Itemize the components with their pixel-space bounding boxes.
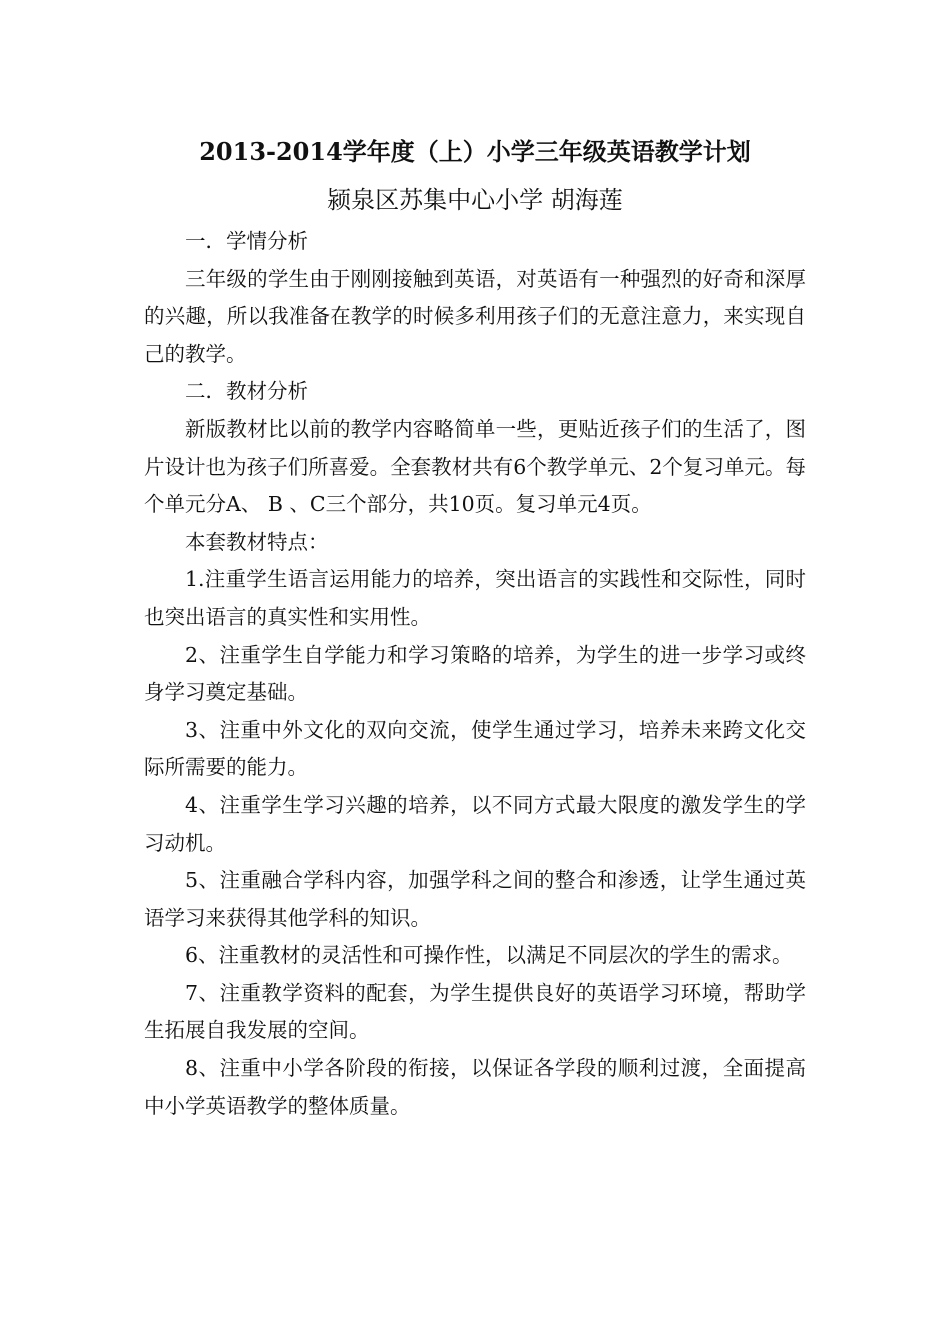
list-item-feature-5: 5、注重融合学科内容，加强学科之间的整合和渗透，让学生通过英语学习来获得其他学科的知识。 (144, 868, 806, 930)
paragraph-textbook-analysis: 新版教材比以前的教学内容略简单一些，更贴近孩子们的生活了，图片设计也为孩子们所喜爱。全套教材共有6个教学单元、2个复习单元。每个单元分A、 B 、C三个部分，共10页。复习单元4页。 (144, 416, 806, 517)
list-item-feature-8: 8、注重中小学各阶段的衔接，以保证各学段的顺利过渡，全面提高中小学英语教学的整体质量。 (144, 1056, 806, 1118)
list-item-feature-3: 3、注重中外文化的双向交流，使学生通过学习，培养未来跨文化交际所需要的能力。 (144, 717, 806, 780)
paragraph-student-analysis: 三年级的学生由于刚刚接触到英语，对英语有一种强烈的好奇和深厚的兴趣，所以我准备在教学的时候多利用孩子们的无意注意力，来实现自己的教学。 (144, 266, 806, 366)
list-item-feature-2: 2、注重学生自学能力和学习策略的培养，为学生的进一步学习或终身学习奠定基础。 (144, 642, 806, 705)
list-item-feature-1: 1.注重学生语言运用能力的培养，突出语言的实践性和交际性，同时也突出语言的真实性和实用性。 (144, 567, 806, 629)
document-body (144, 223, 806, 1125)
document-author-line: 颍泉区苏集中心小学 胡海莲 (327, 186, 623, 214)
document-title: 2013-2014学年度（上）小学三年级英语教学计划 (199, 137, 751, 166)
section-heading-textbook-analysis: 二．教材分析 (185, 379, 308, 404)
paragraph-features-intro: 本套教材特点： (185, 529, 329, 554)
section-heading-student-analysis: 一．学情分析 (185, 229, 308, 253)
list-item-feature-7: 7、注重教学资料的配套，为学生提供良好的英语学习环境，帮助学生拓展自我发展的空间。 (144, 980, 806, 1043)
list-item-feature-4: 4、注重学生学习兴趣的培养，以不同方式最大限度的激发学生的学习动机。 (144, 792, 806, 855)
list-item-feature-6: 6、注重教材的灵活性和可操作性，以满足不同层次的学生的需求。 (185, 943, 793, 968)
